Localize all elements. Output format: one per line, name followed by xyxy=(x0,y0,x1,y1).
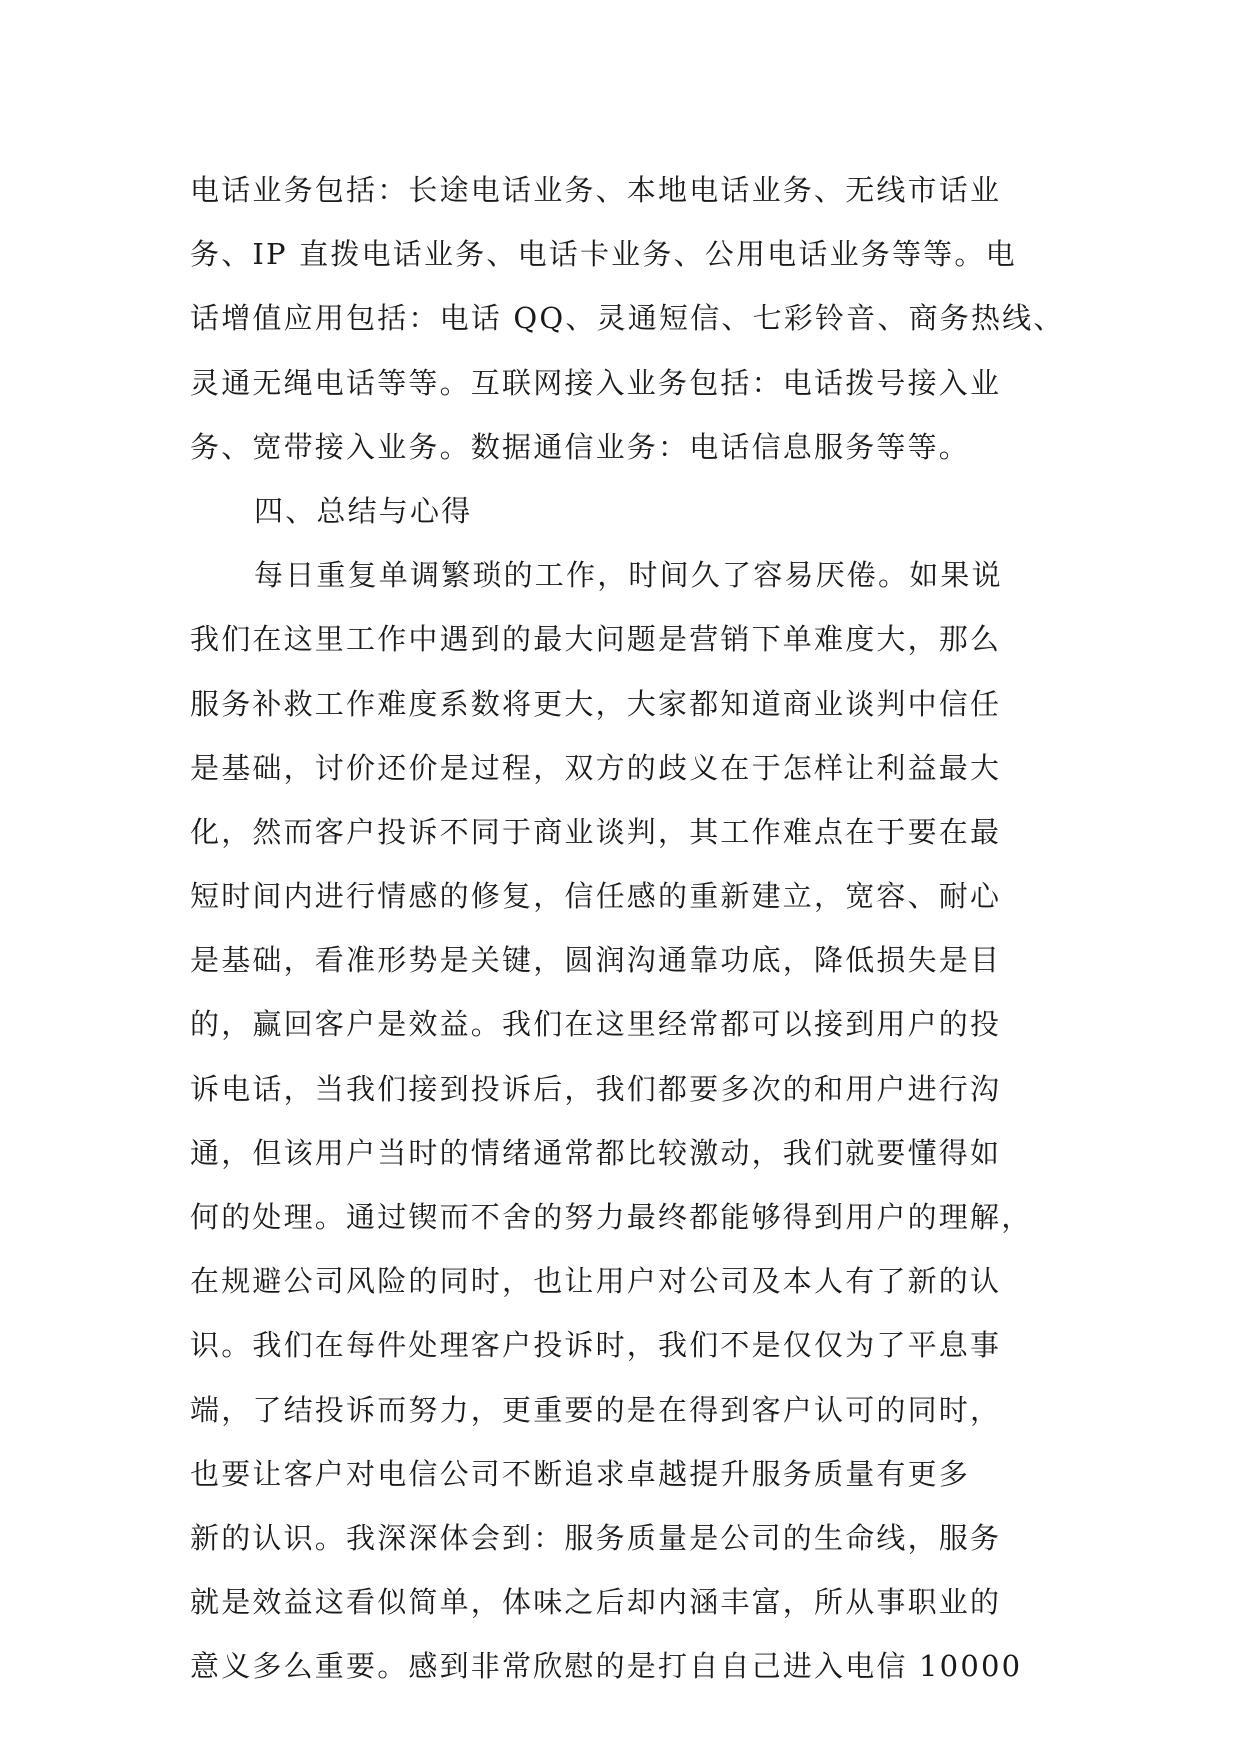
section-heading: 四、总结与心得 xyxy=(254,493,473,528)
text-line: 话增值应用包括：电话 QQ、灵通短信、七彩铃音、商务热线、 xyxy=(190,301,1065,336)
paragraph-line: 意义多么重要。感到非常欣慰的是打自自己进入电信 10000 xyxy=(190,1649,1023,1684)
paragraph-line: 何的处理。通过锲而不舍的努力最终都能够得到用户的理解， xyxy=(190,1200,1033,1234)
paragraph-line: 是基础，看准形势是关键，圆润沟通靠功底，降低损失是目 xyxy=(190,943,1002,978)
paragraph-line: 端，了结投诉而努力，更重要的是在得到客户认可的同时， xyxy=(190,1392,1002,1427)
document-body xyxy=(190,158,1090,1699)
paragraph-line: 服务补救工作难度系数将更大，大家都知道商业谈判中信任 xyxy=(190,686,1002,721)
paragraph-line: 在规避公司风险的同时，也让用户对公司及本人有了新的认 xyxy=(190,1264,1002,1299)
text-line: 电话业务包括：长途电话业务、本地电话业务、无线市话业 xyxy=(190,173,1002,207)
paragraph-line: 就是效益这看似简单，体味之后却内涵丰富，所从事职业的 xyxy=(190,1585,1002,1620)
paragraph-line: 每日重复单调繁琐的工作，时间久了容易厌倦。如果说 xyxy=(254,558,1003,593)
paragraph-line: 诉电话，当我们接到投诉后，我们都要多次的和用户进行沟 xyxy=(190,1071,1002,1106)
paragraph-line: 的，赢回客户是效益。我们在这里经常都可以接到用户的投 xyxy=(190,1007,1002,1042)
text-line: 务、IP 直拨电话业务、电话卡业务、公用电话业务等等。电 xyxy=(190,237,1017,272)
text-line: 务、宽带接入业务。数据通信业务：电话信息服务等等。 xyxy=(190,429,971,464)
paragraph-line: 通，但该用户当时的情绪通常都比较激动，我们就要懂得如 xyxy=(190,1135,1002,1170)
text-line: 灵通无绳电话等等。互联网接入业务包括：电话拨号接入业 xyxy=(190,365,1002,400)
paragraph-line: 是基础，讨价还价是过程，双方的歧义在于怎样让利益最大 xyxy=(190,750,1002,785)
paragraph-line: 短时间内进行情感的修复，信任感的重新建立，宽容、耐心 xyxy=(190,879,1002,914)
paragraph-line: 化，然而客户投诉不同于商业谈判，其工作难点在于要在最 xyxy=(190,814,1002,849)
paragraph-line: 我们在这里工作中遇到的最大问题是营销下单难度大，那么 xyxy=(190,622,1002,657)
paragraph-line: 识。我们在每件处理客户投诉时，我们不是仅仅为了平息事 xyxy=(190,1328,1002,1363)
paragraph-line: 新的认识。我深深体会到：服务质量是公司的生命线，服务 xyxy=(190,1520,1002,1555)
paragraph-line: 也要让客户对电信公司不断追求卓越提升服务质量有更多 xyxy=(190,1456,971,1491)
